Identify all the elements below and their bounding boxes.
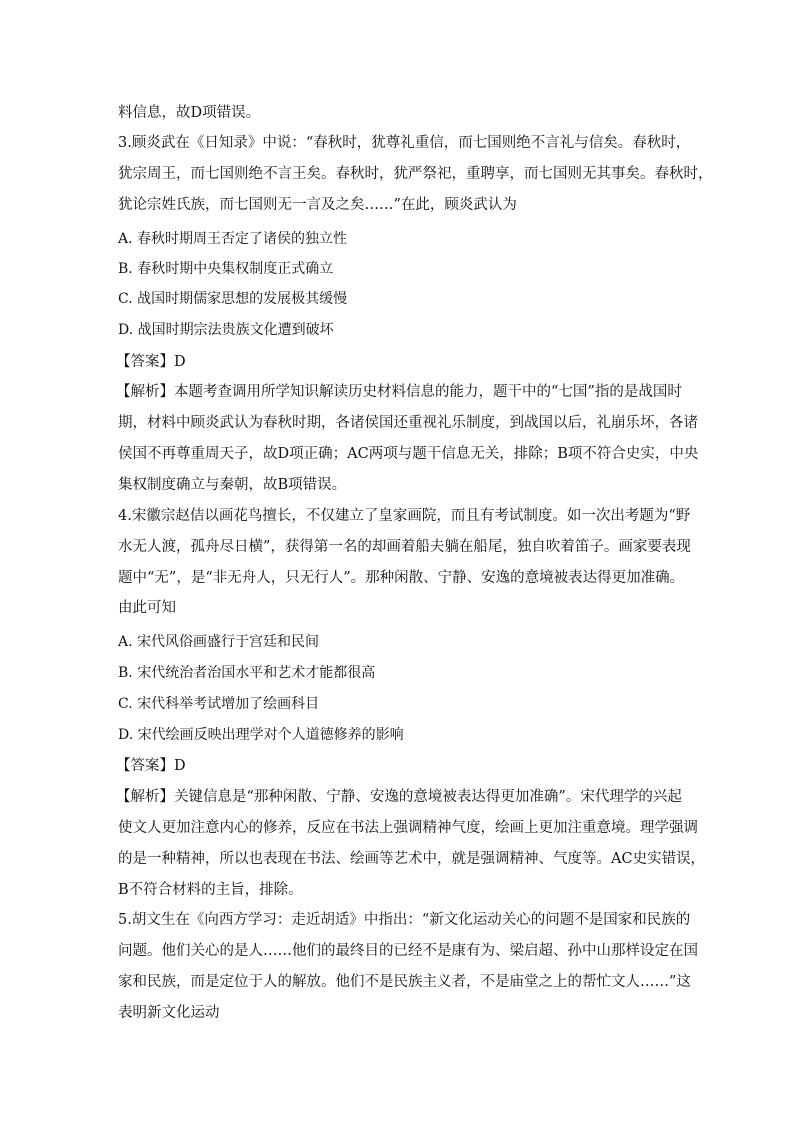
text-line: 由此可知 — [118, 600, 176, 616]
option-a: A. 宋代风俗画盛行于宫廷和民间 — [118, 634, 320, 650]
text-line: 表明新文化运动 — [118, 1005, 220, 1021]
text-line: 题中“无”，是“非无舟人，只无行人”。那种闲散、宁静、安逸的意境被表达得更加准确。 — [118, 570, 685, 586]
text-line: 集权制度确立与秦朝，故B项错误。 — [118, 477, 347, 493]
text-line: 问题。他们关心的是人……他们的最终目的已经不是康有为、梁启超、孙中山那样设定在国 — [118, 943, 698, 959]
text-line: 水无人渡，孤舟尽日横”，获得第一名的却画着船夫躺在船尾，独自吹着笛子。画家要表现 — [118, 539, 691, 555]
text-line: 犹宗周王，而七国则绝不言王矣。春秋时，犹严祭祀，重聘享，而七国则无其事矣。春秋时， — [118, 166, 713, 182]
text-line: 使文人更加注意内心的修养，反应在书法上强调精神气度，绘画上更加注重意境。理学强调 — [118, 820, 698, 836]
text-line: 期，材料中顾炎武认为春秋时期，各诸侯国还重视礼乐制度，到战国以后，礼崩乐坏，各诸 — [118, 415, 698, 431]
text-line: 的是一种精神，所以也表现在书法、绘画等艺术中，就是强调精神、气度等。AC史实错误， — [118, 851, 706, 867]
question-5-stem: 5.胡文生在《向西方学习：走近胡适》中指出：“新文化运动关心的问题不是国家和民族的 — [118, 912, 691, 928]
question-3-stem: 3.顾炎武在《日知录》中说：“春秋时，犹尊礼重信，而七国则绝不言礼与信矣。春秋时， — [118, 135, 691, 151]
option-b: B. 春秋时期中央集权制度正式确立 — [118, 261, 334, 277]
option-c: C. 战国时期儒家思想的发展极其缓慢 — [118, 291, 348, 307]
text-line: 家和民族，而是定位于人的解放。他们不是民族主义者，不是庙堂之上的帮忙文人……”这 — [118, 974, 691, 990]
answer-label: 【答案】D — [116, 758, 186, 774]
analysis-paragraph: 【解析】关键信息是“那种闲散、宁静、安逸的意境被表达得更加准确”。宋代理学的兴起 — [116, 789, 682, 805]
option-c: C. 宋代科举考试增加了绘画科目 — [118, 696, 320, 712]
option-a: A. 春秋时期周王否定了诸侯的独立性 — [118, 231, 348, 247]
analysis-paragraph: 【解析】本题考查调用所学知识解读历史材料信息的能力，题干中的“七国”指的是战国时 — [116, 384, 682, 400]
text-line: B不符合材料的主旨，排除。 — [118, 882, 303, 898]
option-b: B. 宋代统治者治国水平和艺术才能都很高 — [118, 665, 376, 681]
text-line: 侯国不再尊重周天子，故D项正确；AC两项与题干信息无关，排除；B项不符合史实，中央 — [118, 446, 699, 462]
option-d: D. 宋代绘画反映出理学对个人道德修养的影响 — [118, 727, 404, 743]
option-d: D. 战国时期宗法贵族文化遭到破坏 — [118, 322, 334, 338]
text-line: 犹论宗姓氏族，而七国则无一言及之矣……”在此，顾炎武认为 — [118, 197, 517, 213]
question-4-stem: 4.宋徽宗赵佶以画花鸟擅长，不仅建立了皇家画院，而且有考试制度。如一次出考题为“野 — [118, 508, 691, 524]
answer-label: 【答案】D — [116, 354, 186, 370]
text-line: 料信息，故D项错误。 — [118, 105, 261, 121]
